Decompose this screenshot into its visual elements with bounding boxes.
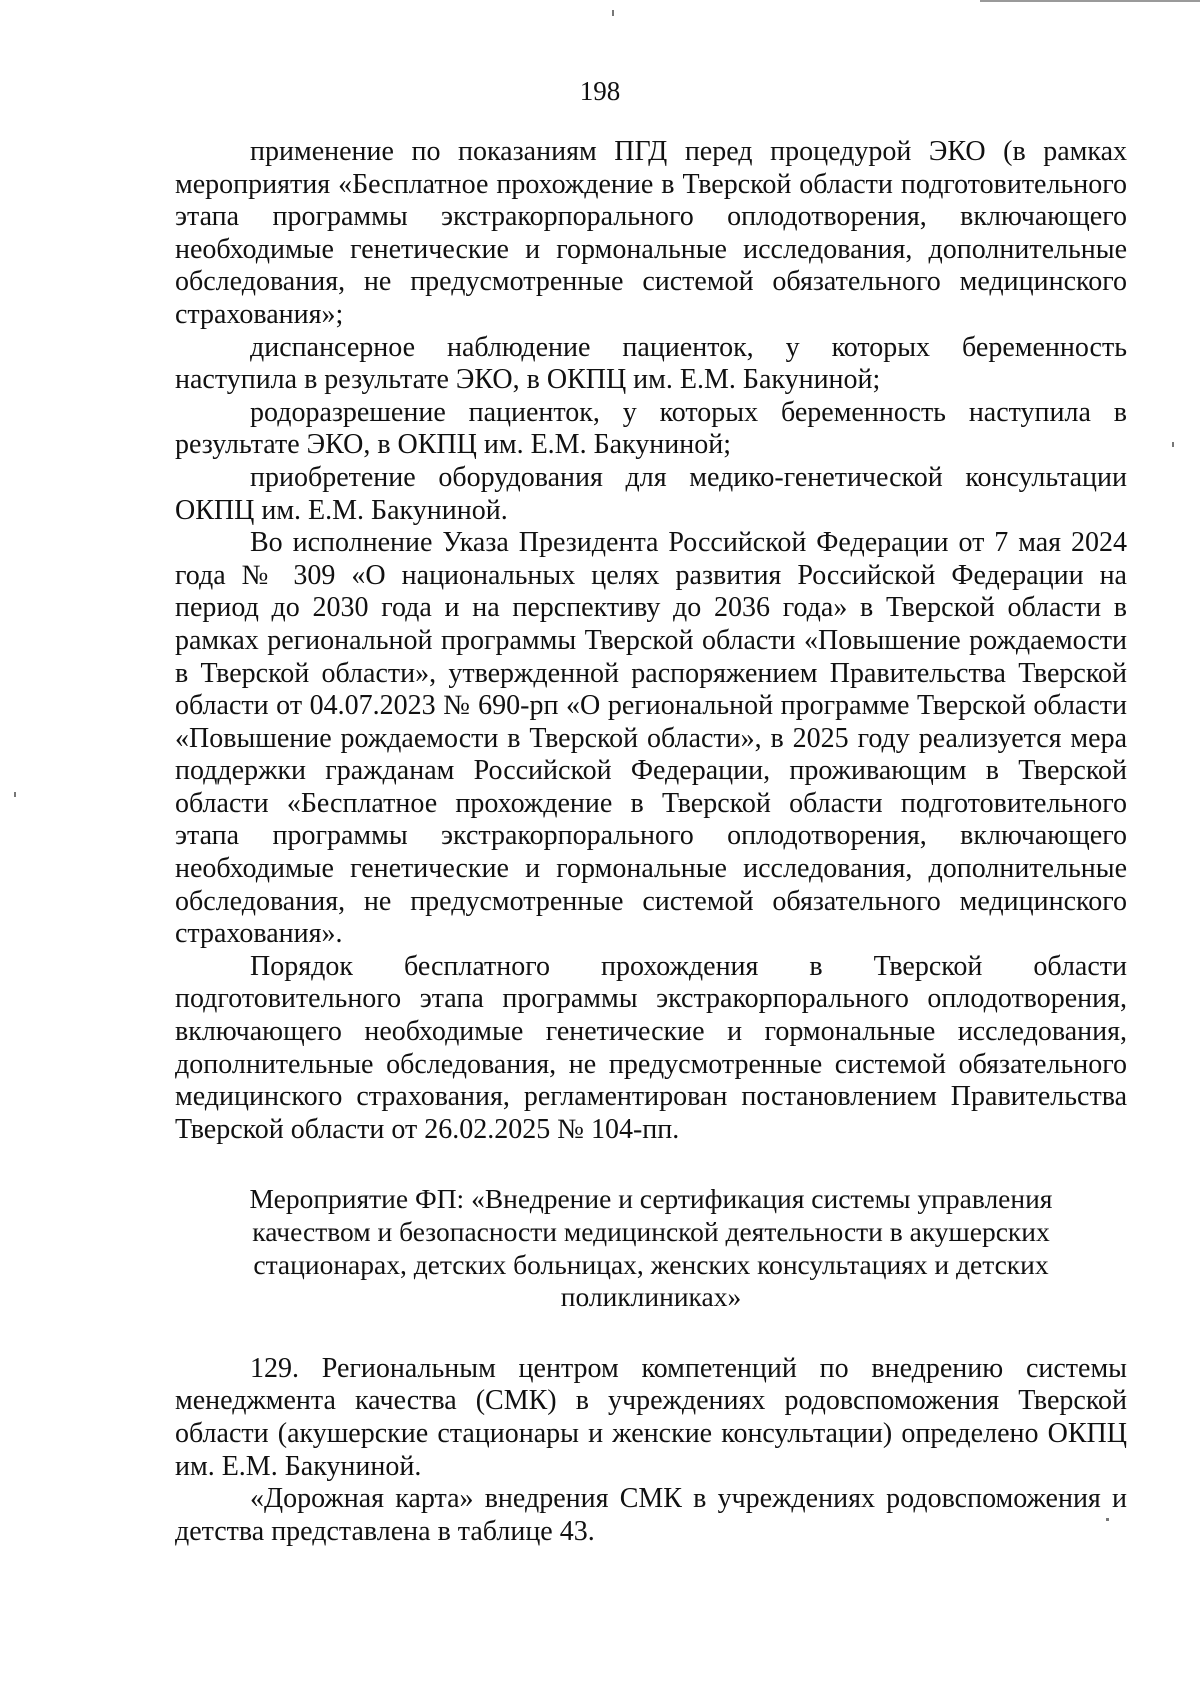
page-number: 198 — [579, 76, 621, 106]
paragraph-procedure: Порядок бесплатного прохождения в Тверской области подготовительного этапа программы экстракорпорального оплодотворения, включающего необходимые генетические и гормональные исследования, дополнительные обследования, не предусмотренные системой обязательного медицинского страхования, регламентирован постановлением Правительства Тверской области от 26.02.2025 № 104-пп. — [175, 950, 1127, 1145]
paragraph-pgd-eko: применение по показаниям ПГД перед процедурой ЭКО (в рамках мероприятия «Бесплатное прохождение в Тверской области подготовительного этапа программы экстракорпорального оплодотворения, включающего необходимые генетические и гормональные исследования, дополнительные обследования, не предусмотренные системой обязательного медицинского страхования»; — [175, 136, 1127, 330]
paragraph-roadmap: «Дорожная карта» внедрения СМК в учреждениях родовспоможения и детства представлена в таблице 43. — [175, 1483, 1127, 1547]
paragraph-equipment: приобретение оборудования для медико-генетической консультации ОКПЦ им. Е.М. Бакуниной. — [175, 461, 1127, 526]
scan-artifact-dot — [1172, 442, 1174, 447]
scan-artifact-top-line — [980, 0, 1200, 2]
heading-spacer — [175, 1314, 1127, 1353]
section-heading: Мероприятие ФП: «Внедрение и сертификация системы управления качеством и безопасности медицинской деятельности в акушерских стационарах, детских больницах, женских консультациях и детских поликлиниках» — [249, 1183, 1053, 1313]
paragraph-dispensary-observation: диспансерное наблюдение пациенток, у которых беременность наступила в результате ЭКО, в ОКПЦ им. Е.М. Бакуниной; — [175, 331, 1127, 396]
paragraph-delivery: родоразрешение пациенток, у которых беременность наступила в результате ЭКО, в ОКПЦ им. Е.М. Бакуниной; — [175, 396, 1127, 461]
paragraph-presidential-decree: Во исполнение Указа Президента Российской Федерации от 7 мая 2024 года № 309 «О национальных целях развития Российской Федерации на период до 2030 года и на перспективу до 2036 года» в Тверской области в рамках региональной программы Тверской области «Повышение рождаемости в Тверской области», утвержденной распоряжением Правительства Тверской области от 04.07.2023 № 690-рп «О региональной программе Тверской области «Повышение рождаемости в Тверской области», в 2025 году реализуется мера поддержки гражданам Российской Федерации, проживающим в Тверской области «Бесплатное прохождение в Тверской области подготовительного этапа программы экстракорпорального оплодотворения, включающего необходимые генетические и гормональные исследования, дополнительные обследования, не предусмотренные системой обязательного медицинского страхования». — [175, 527, 1127, 950]
scan-artifact-dot — [14, 792, 16, 797]
paragraph-129-competence-center: 129. Региональным центром компетенций по внедрению системы менеджмента качества (СМК) в учреждениях родовспоможения Тверской области (акушерские стационары и женские консультации) определено ОКПЦ им. Е.М. Бакуниной. — [175, 1352, 1127, 1482]
scan-artifact-dot — [612, 10, 614, 16]
document-body — [175, 136, 1127, 1548]
